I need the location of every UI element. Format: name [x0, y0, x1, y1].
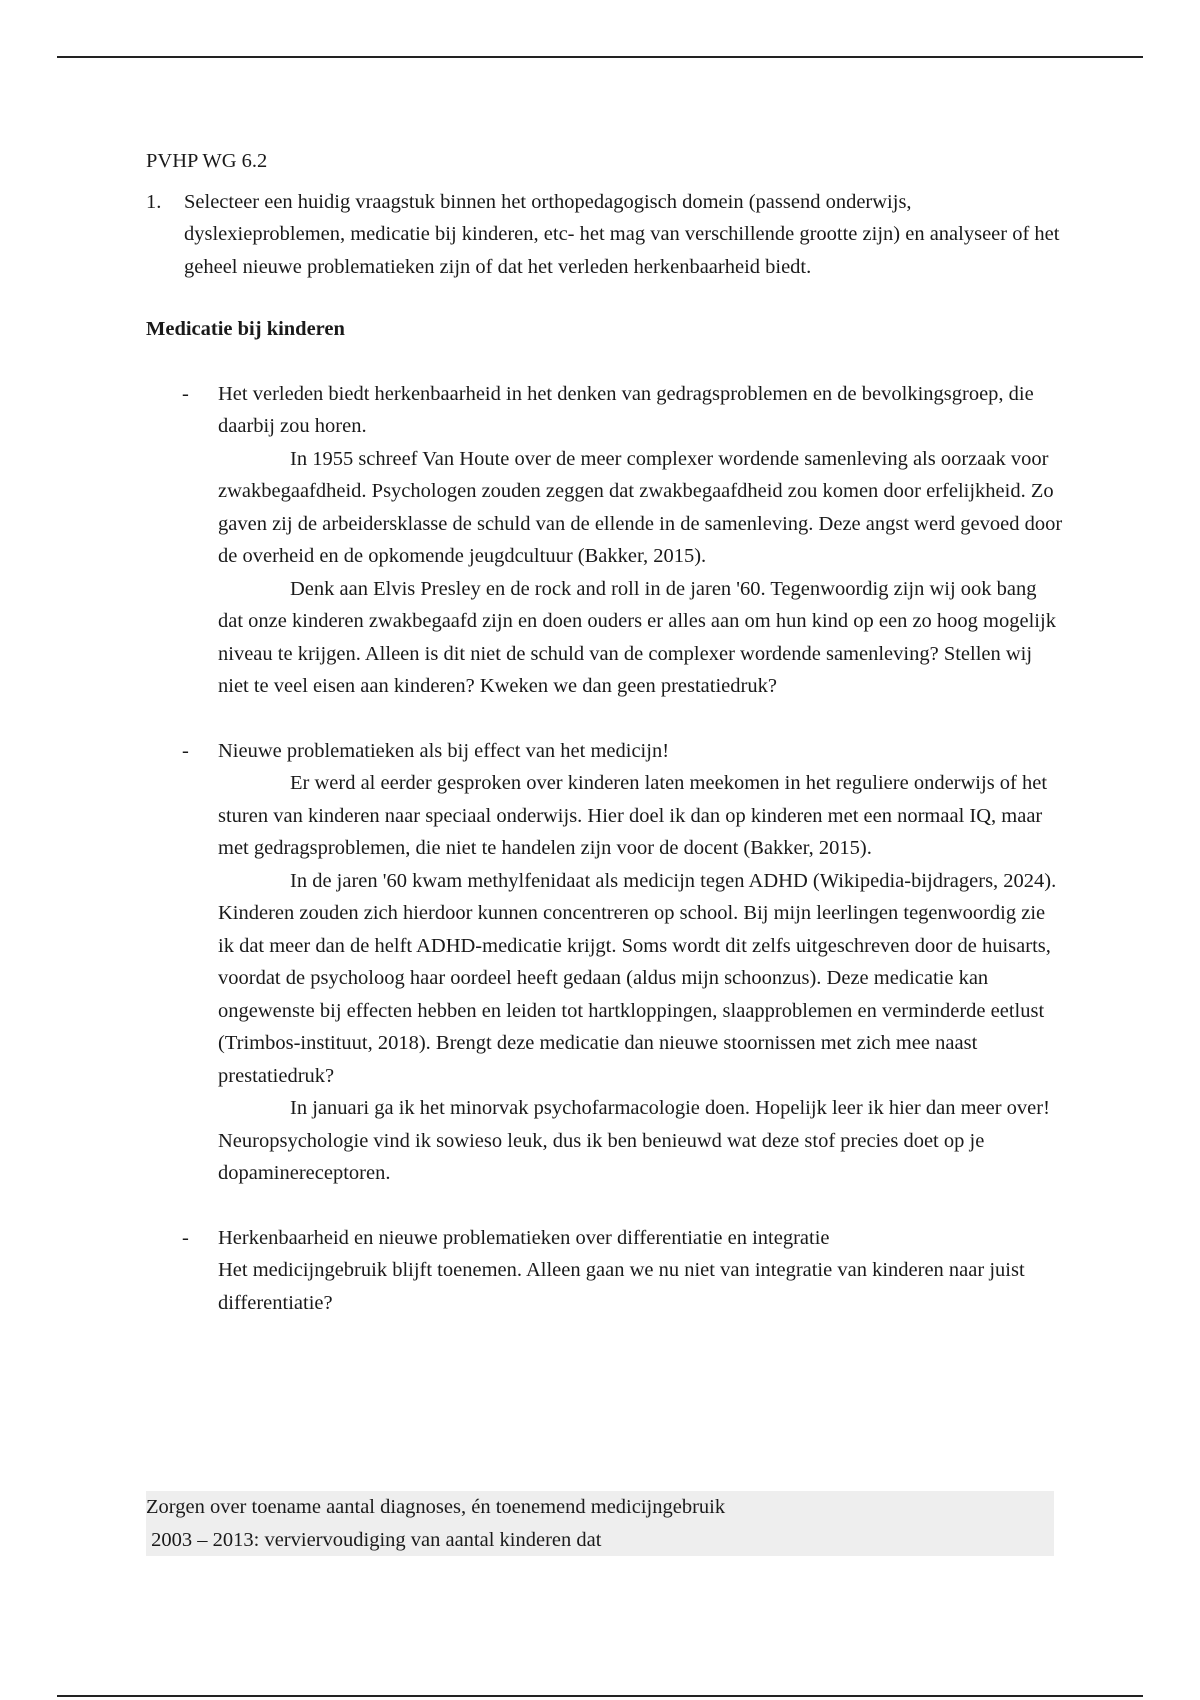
- bullet-dash: -: [182, 1226, 189, 1249]
- question-number: 1.: [146, 190, 162, 213]
- bullet-item: [182, 378, 1066, 703]
- bullet-lead: Herkenbaarheid en nieuwe problematieken over differentiatie en integratie: [218, 1226, 830, 1249]
- bullet-body: [218, 1222, 1066, 1320]
- numbered-question: [146, 186, 1066, 284]
- bullet-lead: Het verleden biedt herkenbaarheid in het denken van gedragsproblemen en de bevolkingsgroep, die daarbij zou horen.: [218, 382, 1034, 437]
- footer-rule: [57, 1695, 1143, 1697]
- paragraph: Denk aan Elvis Presley en de rock and roll in de jaren '60. Tegenwoordig zijn wij ook bang dat onze kinderen zwakbegaafd zijn en doen ouders er alles aan om hun kind op een zo hoog mogelijk niveau te krijgen. Alleen is dit niet de schuld van de complexer wordende samenleving? Stellen wij niet te veel eisen aan kinderen? Kweken we dan geen prestatiedruk?: [218, 577, 1056, 697]
- shaded-line: 2003 – 2013: verviervoudiging van aantal kinderen dat: [146, 1528, 602, 1551]
- question-text: Selecteer een huidig vraagstuk binnen het orthopedagogisch domein (passend onderwijs, dyslexieproblemen, medicatie bij kinderen, etc- het mag van verschillende grootte zijn) en analyseer of het geheel nieuwe problematieken zijn of dat het verleden herkenbaarheid biedt.: [184, 190, 1060, 278]
- document-page: [146, 145, 1066, 1351]
- bullet-dash: -: [182, 739, 189, 762]
- bullet-lead: Nieuwe problematieken als bij effect van het medicijn!: [218, 739, 670, 762]
- bullet-body: [218, 735, 1066, 1190]
- section-heading: Medicatie bij kinderen: [146, 318, 345, 340]
- paragraph: In de jaren '60 kwam methylfenidaat als medicijn tegen ADHD (Wikipedia-bijdragers, 2024). Kinderen zouden zich hierdoor kunnen concentreren op school. Bij mijn leerlingen tegenwoordig zie ik dat meer dan de helft ADHD-medicatie krijgt. Soms wordt dit zelfs uitgeschreven door de huisarts, voordat de psycholoog haar oordeel heeft gedaan (aldus mijn schoonzus). Deze medicatie kan ongewenste bij effecten hebben en leiden tot hartkloppingen, slaapproblemen en verminderde eetlust (Trimbos-instituut, 2018). Brengt deze medicatie dan nieuwe stoornissen met zich mee naast prestatiedruk?: [218, 869, 1057, 1087]
- shaded-note: [146, 1491, 1054, 1556]
- paragraph: In januari ga ik het minorvak psychofarmacologie doen. Hopelijk leer ik hier dan meer over! Neuropsychologie vind ik sowieso leuk, dus ik ben benieuwd wat deze stof precies doet op je dopaminereceptoren.: [218, 1097, 1050, 1184]
- paragraph: In 1955 schreef Van Houte over de meer complexer wordende samenleving als oorzaak voor zwakbegaafdheid. Psychologen zouden zeggen dat zwakbegaafdheid zou komen door erfelijkheid. Zo gaven zij de arbeidersklasse de schuld van de ellende in de samenleving. Deze angst werd gevoed door de overheid en de opkomende jeugdcultuur (Bakker, 2015).: [218, 447, 1063, 567]
- paragraph: Het medicijngebruik blijft toenemen. Alleen gaan we nu niet van integratie van kinderen naar juist differentiatie?: [218, 1259, 1025, 1314]
- bullet-item: [182, 1222, 1066, 1320]
- bullet-item: [182, 735, 1066, 1190]
- bullet-dash: -: [182, 382, 189, 405]
- paragraph: Er werd al eerder gesproken over kinderen laten meekomen in het reguliere onderwijs of het sturen van kinderen naar speciaal onderwijs. Hier doel ik dan op kinderen met een normaal IQ, maar met gedragsproblemen, die niet te handelen zijn voor de docent (Bakker, 2015).: [218, 772, 1048, 859]
- header-rule: [57, 56, 1143, 58]
- bullet-body: [218, 378, 1066, 703]
- shaded-line: Zorgen over toename aantal diagnoses, én toenemend medicijngebruik: [146, 1496, 726, 1518]
- document-title: PVHP WG 6.2: [146, 150, 268, 172]
